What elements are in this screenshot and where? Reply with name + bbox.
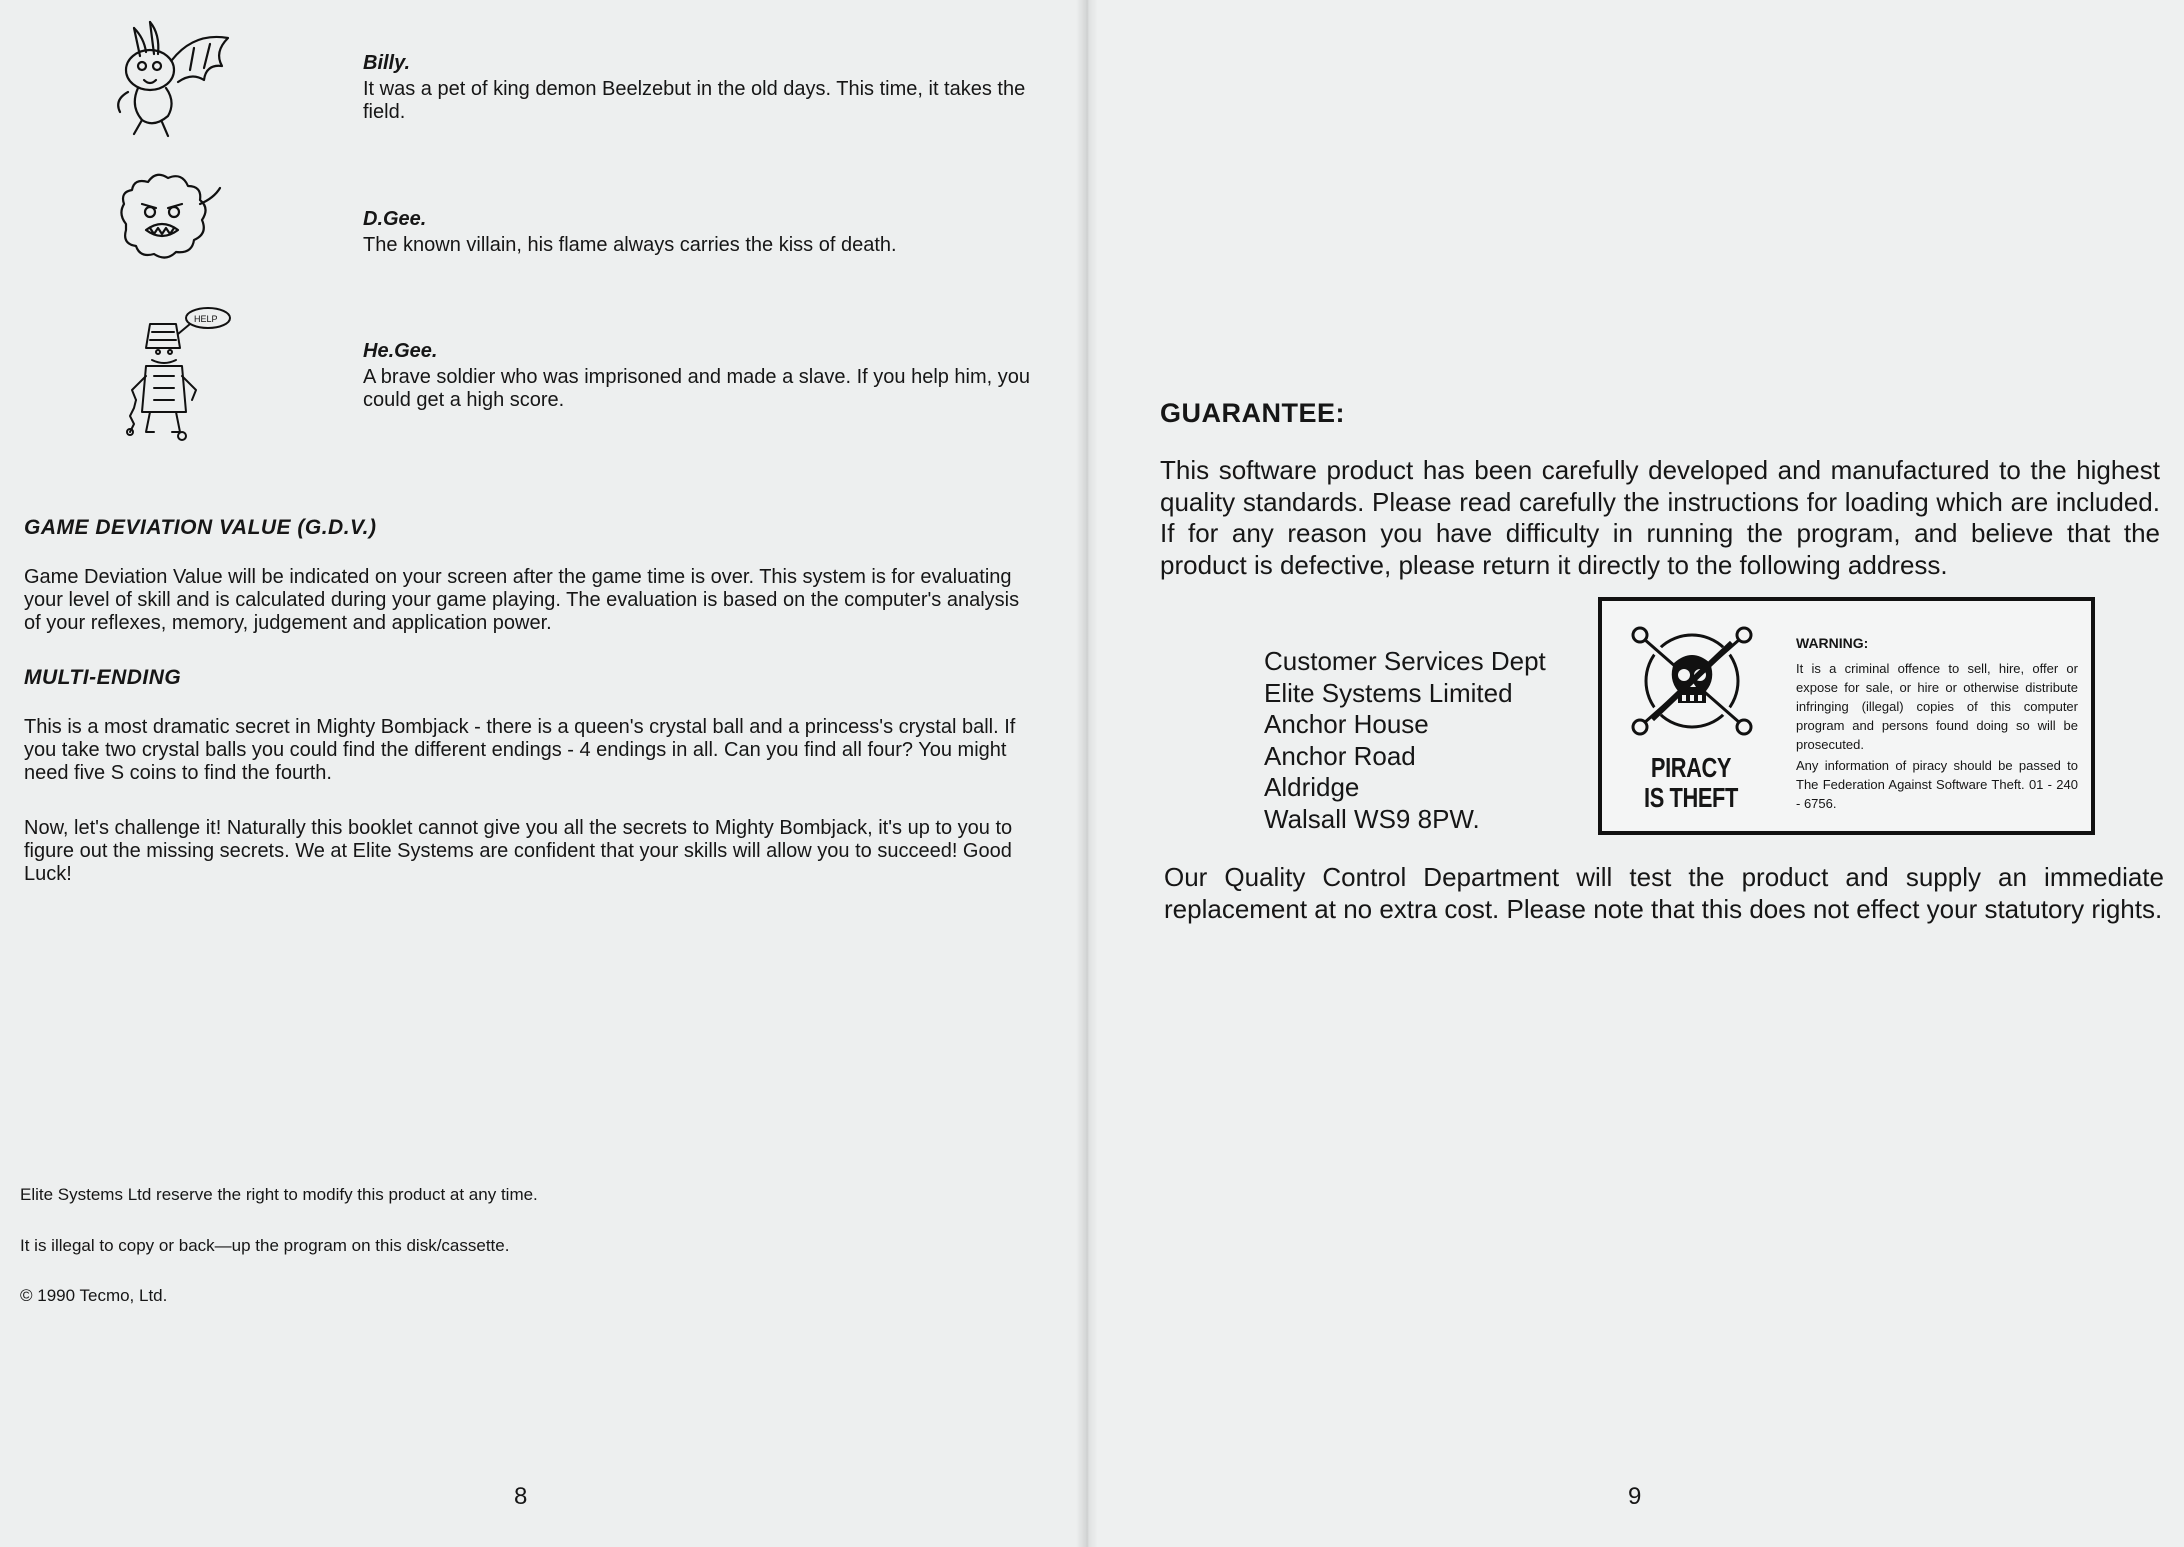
copyright-notice: © 1990 Tecmo, Ltd.	[20, 1286, 168, 1305]
warning-title: WARNING:	[1796, 635, 1869, 651]
book-spine-gutter	[1076, 0, 1098, 1547]
quality-control-text: Our Quality Control Department will test the product and supply an immediate replacement at no extra cost. Please note that this does not effect your statutory rights.	[1164, 862, 2164, 924]
character-name: D.Gee.	[363, 208, 427, 230]
flame-ghost-icon	[96, 164, 236, 274]
challenge-text: Now, let's challenge it! Naturally this booklet cannot give you all the secrets to Mighty Bombjack, it's up to you to figure out the missing secrets. We at Elite Systems are confident that your skills will allow you to succeed! Good Luck!	[24, 817, 1013, 885]
left-page	[0, 0, 1086, 1547]
multi-ending-text: This is a most dramatic secret in Mighty Bombjack - there is a queen's crystal ball and a princess's crystal ball. If you take two crystal balls you could find the different endings - 4 endings in all. Can you find all four? You might need five S coins to find the fourth.	[24, 716, 1016, 784]
address-line: Aldridge	[1264, 772, 1360, 802]
warning-text: It is a criminal offence to sell, hire, offer or expose for sale, or hire or otherwise distribute infringing (illegal) copies of this computer program and persons found doing so will be prosecuted.	[1796, 661, 2078, 752]
logo-line-1: PIRACY	[1650, 752, 1732, 783]
gdv-heading: GAME DEVIATION VALUE (G.D.V.)	[24, 516, 377, 539]
page-number-9: 9	[1628, 1483, 1642, 1510]
address-line: Anchor Road	[1264, 740, 1416, 771]
character-name: He.Gee.	[363, 340, 438, 362]
svg-text:HELP: HELP	[194, 314, 218, 324]
address-line: Walsall WS9 8PW.	[1264, 803, 1480, 834]
address-line: Elite Systems Limited	[1264, 677, 1513, 708]
footer-line-2: It is illegal to copy or back—up the program on this disk/cassette.	[20, 1236, 510, 1255]
character-description: The known villain, his flame always carries the kiss of death.	[363, 234, 897, 256]
warning-contact-text: Any information of piracy should be passed to The Federation Against Software Theft. 01 - 240 - 6756.	[1796, 758, 2078, 811]
piracy-warning-box	[1598, 597, 2095, 835]
bat-demon-icon	[94, 8, 244, 148]
character-name: Billy.	[363, 52, 411, 74]
logo-line-2: IS THEFT	[1644, 782, 1738, 813]
right-page	[1086, 0, 2184, 1547]
gdv-text: Game Deviation Value will be indicated on your screen after the game time is over. This system is for evaluating your level of skill and is calculated during your game playing. The evaluation is based on the computer's analysis of your reflexes, memory, judgement and application power.	[24, 566, 1020, 634]
return-address	[1264, 646, 1546, 835]
address-line: Customer Services Dept	[1264, 646, 1546, 676]
character-description: It was a pet of king demon Beelzebut in the old days. This time, it takes the field.	[363, 78, 1026, 123]
skull-crossbones-icon	[1622, 619, 1762, 739]
character-description: A brave soldier who was imprisoned and made a slave. If you help him, you could get a high score.	[363, 366, 1031, 411]
multi-ending-heading: MULTI-ENDING	[24, 666, 182, 689]
piracy-is-theft-logo	[1633, 753, 1750, 813]
footer-line-1: Elite Systems Ltd reserve the right to modify this product at any time.	[20, 1185, 538, 1204]
page-number-8: 8	[514, 1483, 528, 1510]
guarantee-text: This software product has been carefully developed and manufactured to the highest quality standards. Please read carefully the instructions for loading which are included. If for any reason you have difficulty in running the program, and believe that the product is defective, please return it directly to the following address.	[1160, 455, 2160, 580]
address-line: Anchor House	[1264, 709, 1429, 739]
guarantee-title: GUARANTEE:	[1160, 398, 1345, 428]
chained-soldier-icon	[110, 304, 240, 444]
bleed-through-text	[760, 20, 766, 46]
